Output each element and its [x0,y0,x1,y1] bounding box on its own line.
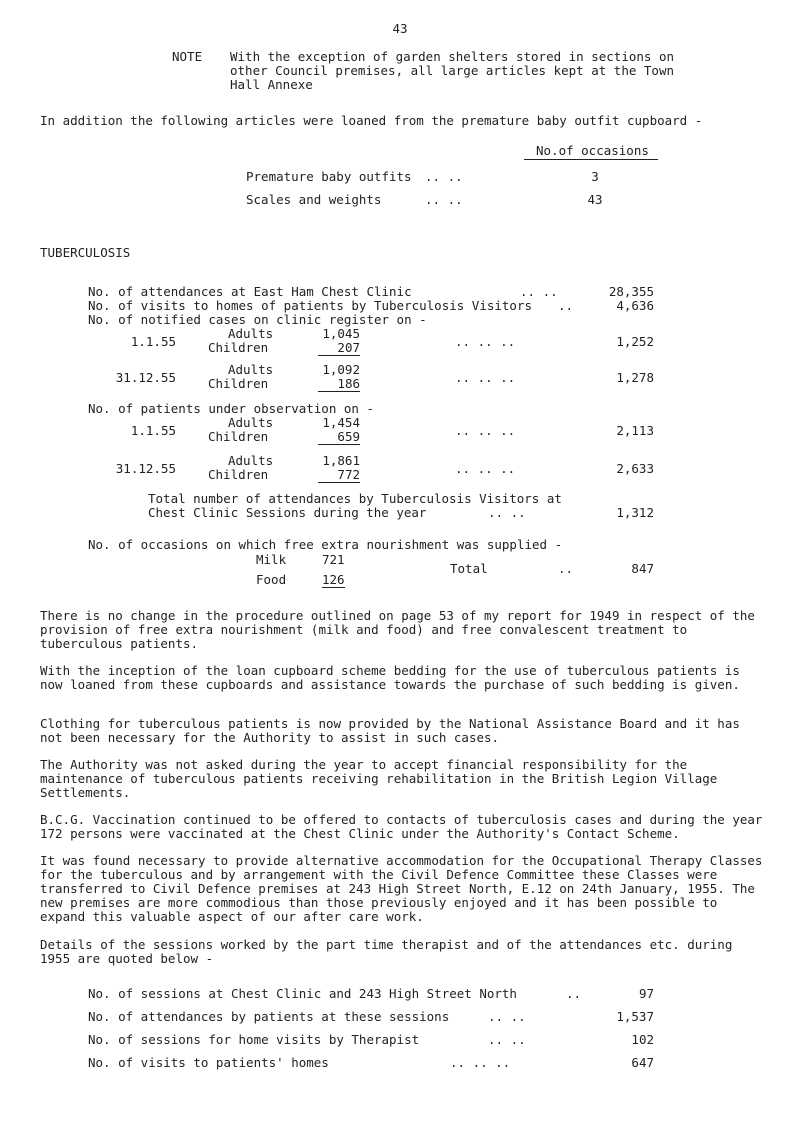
sessions-dots: .. [566,986,582,1001]
note-line-1: With the exception of garden shelters stored in sections on [230,49,675,64]
adults-label: Adults [228,453,274,468]
attendances-label: No. of attendances at East Ham Chest Clinic [88,284,412,299]
paragraph: Clothing for tuberculous patients is now provided by the National Assistance Board and it has not been necessary for the Authority to assist in such cases. [40,716,740,745]
total-attendances-line-2: Chest Clinic Sessions during the year [148,505,427,520]
sessions-dots: .. .. [488,1032,526,1047]
children-value: 659 [318,430,360,445]
nourishment-total: 847 [631,561,654,576]
notified-total: 1,278 [616,370,654,385]
sessions-value: 97 [638,986,654,1001]
total-attendances-value: 1,312 [616,505,654,520]
children-label: Children [208,340,269,355]
loan-row-dots: .. .. [425,169,463,184]
notified-date: 1.1.55 [130,334,176,349]
sessions-label: No. of visits to patients' homes [88,1055,329,1070]
observation-dots: .. .. .. [455,423,516,438]
total-attendances-dots: .. .. [488,505,526,520]
observation-total: 2,633 [616,461,654,476]
nourishment-heading: No. of occasions on which free extra nourishment was supplied - [88,537,563,552]
observation-heading: No. of patients under observation on - [88,401,374,416]
loan-row-label: Scales and weights [246,192,382,207]
loan-table-header: No.of occasions [536,143,649,158]
loan-row-label: Premature baby outfits [246,169,412,184]
adults-value: 1,045 [322,326,360,341]
attendances-dots: .. .. [520,284,558,299]
sessions-dots: .. .. .. [450,1055,511,1070]
observation-date: 31.12.55 [115,461,176,476]
paragraph: It was found necessary to provide alternative accommodation for the Occupational Therapy Classes for the tuberculous and by arrangement with the Civil Defence Committee these Classes were transferred to Civil Defence premises at 243 High Street North, E.12 on 24th January, 1955. The new premises are more commodious than those previously enjoyed and it has been possible to expand this valuable aspect of our after care work. [40,853,763,924]
adults-label: Adults [228,326,274,341]
loan-intro: In addition the following articles were loaned from the premature baby outfit cupboard - [40,113,703,128]
notified-total: 1,252 [616,334,654,349]
visits-dots: .. [558,298,574,313]
adults-value: 1,092 [322,362,360,377]
notified-dots: .. .. .. [455,370,516,385]
adults-label: Adults [228,415,274,430]
sessions-value: 1,537 [616,1009,654,1024]
note-label: NOTE [172,49,203,64]
note-line-2: other Council premises, all large articles kept at the Town [230,63,675,78]
observation-dots: .. .. .. [455,461,516,476]
children-value: 207 [318,341,360,356]
notified-date: 31.12.55 [115,370,176,385]
note-line-3: Hall Annexe [230,77,313,92]
attendances-value: 28,355 [608,284,654,299]
section-heading: TUBERCULOSIS [40,245,131,260]
milk-label: Milk [256,552,287,567]
adults-label: Adults [228,362,274,377]
nourishment-dots: .. [558,561,574,576]
loan-table-header-rule [524,159,658,160]
notified-dots: .. .. .. [455,334,516,349]
children-label: Children [208,376,269,391]
paragraph: B.C.G. Vaccination continued to be offered to contacts of tuberculosis cases and during the year 172 persons were vaccinated at the Chest Clinic under the Authority's Contact Scheme. [40,812,763,841]
sessions-label: No. of sessions at Chest Clinic and 243 High Street North [88,986,517,1001]
sessions-label: No. of sessions for home visits by Therapist [88,1032,420,1047]
notified-heading: No. of notified cases on clinic register on - [88,312,427,327]
loan-row-dots: .. .. [425,192,463,207]
children-value: 186 [318,377,360,392]
paragraph: Details of the sessions worked by the part time therapist and of the attendances etc. during 1955 are quoted below - [40,937,733,966]
children-value: 772 [318,468,360,483]
visits-value: 4,636 [616,298,654,313]
food-label: Food [256,572,287,587]
sessions-value: 102 [631,1032,654,1047]
visits-label: No. of visits to homes of patients by Tuberculosis Visitors [88,298,533,313]
paragraph: With the inception of the loan cupboard scheme bedding for the use of tuberculous patients is now loaned from these cupboards and assistance towards the purchase of such bedding is given. [40,663,740,692]
loan-row-value: 3 [591,169,599,184]
milk-value: 721 [322,552,345,567]
paragraph: There is no change in the procedure outlined on page 53 of my report for 1949 in respect of the provision of free extra nourishment (milk and food) and free convalescent treatment to tuberculous patients. [40,608,755,651]
food-value: 126 [322,572,345,587]
nourishment-total-label: Total [450,561,488,576]
page-number: 43 [392,21,408,36]
paragraph: The Authority was not asked during the year to accept financial responsibility for the maintenance of tuberculous patients receiving rehabilitation in the British Legion Village Settlements. [40,757,718,800]
loan-row-value: 43 [587,192,603,207]
children-label: Children [208,429,269,444]
adults-value: 1,861 [322,453,360,468]
sessions-dots: .. .. [488,1009,526,1024]
sessions-label: No. of attendances by patients at these sessions [88,1009,450,1024]
observation-date: 1.1.55 [130,423,176,438]
sessions-value: 647 [631,1055,654,1070]
children-label: Children [208,467,269,482]
observation-total: 2,113 [616,423,654,438]
adults-value: 1,454 [322,415,360,430]
total-attendances-line-1: Total number of attendances by Tuberculosis Visitors at [148,491,562,506]
